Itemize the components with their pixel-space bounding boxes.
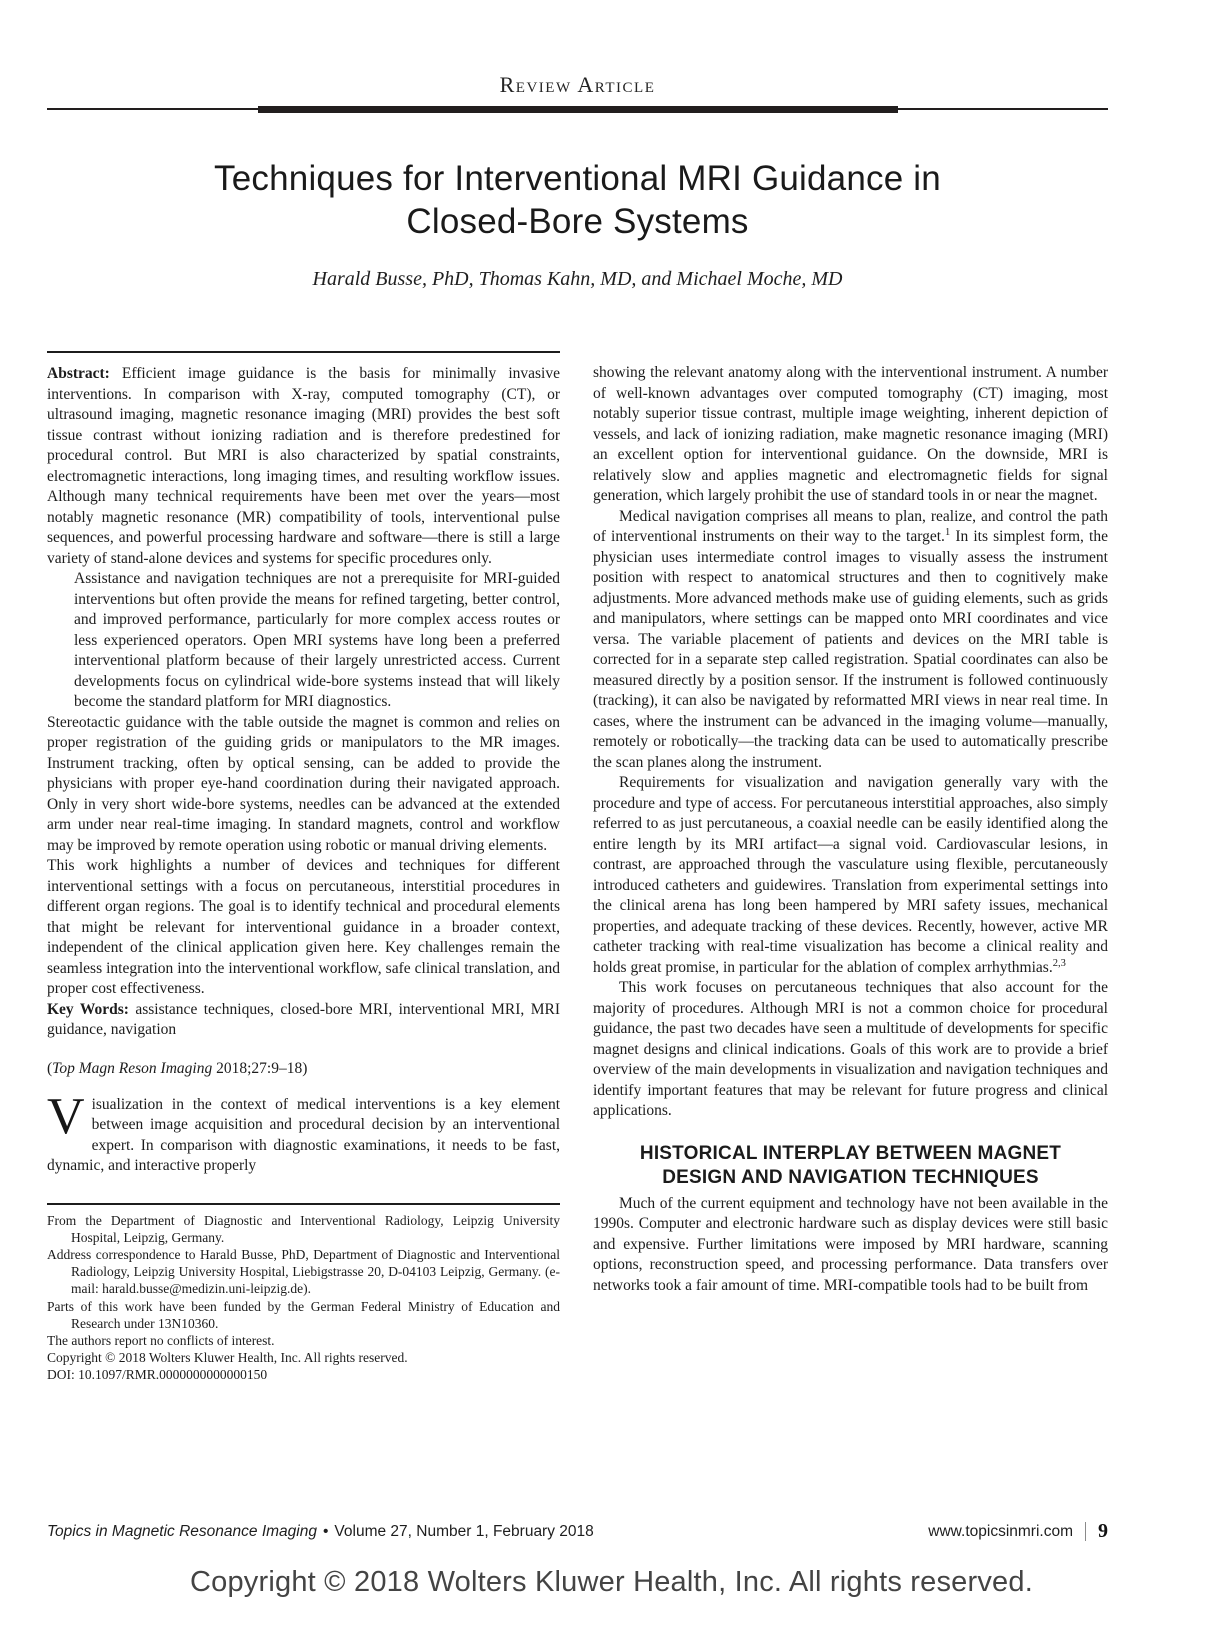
footer-issue-info: Volume 27, Number 1, February 2018	[334, 1522, 594, 1540]
citation-volume-pages: 2018;27:9–18)	[212, 1059, 308, 1077]
copyright-watermark: Copyright © 2018 Wolters Kluwer Health, Inc. All rights reserved.	[190, 1566, 1033, 1598]
work-highlights-paragraph: This work highlights a number of devices and techniques for different interventional settings with a focus on percutaneous, interstitial procedures in different organ regions. The goal is to identify technical and procedural elements that might be relevant for interventional guidance in a broader context, independent of the clinical application given here. Key challenges remain the seamless integration into the interventional workflow, safe clinical translation, and proper cost effectiveness.	[47, 857, 560, 997]
historical-paragraph: Much of the current equipment and technology have not been available in the 1990s. Computer and electronic hardware such as display devices were still basic and expensive. Further limitations were imposed by MRI hardware, scanning options, reconstruction speed, and processing performance. Data transfers over networks took a fair amount of time. MRI-compatible tools had to be built from	[593, 1194, 1108, 1294]
abstract-paragraph	[47, 364, 560, 569]
continuation-paragraph: showing the relevant anatomy along with the interventional instrument. A number of well-known advantages over computed tomography (CT) imaging, most notably superior tissue contrast, multiple image weighting, inherent depiction of vessels, and lack of ionizing radiation, make magnetic resonance imaging (MRI) an excellent option for interventional guidance. On the downside, MRI is relatively slow and applies magnetic and electromagnetic fields for signal generation, which largely prohibit the use of standard tools in or near the magnet.	[593, 364, 1108, 504]
abstract-highlight-paragraph: Assistance and navigation techniques are not a prerequisite for MRI-guided interventions but often provide the means for refined targeting, better control, and improved performance, particularly for more complex access routes or less experienced operators. Open MRI systems have long been a preferred interventional platform because of their largely unrestricted access. Current developments focus on cylindrical wide-bore systems instead that will likely become the standard platform for MRI diagnostics.	[74, 570, 560, 710]
requirements-paragraph	[593, 773, 1108, 978]
footnote-conflicts: The authors report no conflicts of interest.	[47, 1332, 275, 1348]
page-footer	[47, 1520, 1108, 1543]
footer-journal-name: Topics in Magnetic Resonance Imaging	[47, 1522, 317, 1540]
page-number: 9	[1098, 1520, 1108, 1542]
paper-title	[47, 157, 1108, 243]
footnote-copyright: Copyright © 2018 Wolters Kluwer Health, Inc. All rights reserved.	[47, 1350, 408, 1366]
article-type-label: Review Article	[499, 72, 656, 97]
medical-navigation-text-a: Medical navigation comprises all means to plan, realize, and control the path of interventional instruments on their way to the target.	[593, 507, 1108, 545]
abstract-label: Abstract:	[47, 365, 110, 382]
drop-cap: V	[47, 1087, 85, 1145]
page-content	[47, 0, 1108, 1384]
keywords-paragraph	[47, 1000, 560, 1041]
focus-paragraph: This work focuses on percutaneous techniques that also account for the majority of procedures. Although MRI is not a common choice for procedural guidance, the past two decades have seen a multitude of developments for specific magnet designs and clinical indications. Goals of this work are to provide a brief overview of the main developments in visualization and navigation techniques and identify important features that may be relevant for future progress and clinical applications.	[593, 979, 1108, 1119]
footer-journal-url: www.topicsinmri.com	[928, 1522, 1073, 1540]
keywords-label: Key Words:	[47, 1000, 129, 1018]
intro-paragraph	[47, 1087, 560, 1177]
intro-text: isualization in the context of medical interventions is a key element between image acquisition and procedural decision by an interventional expert. In comparison with diagnostic examinations, it needs to be fast, dynamic, and interactive properly	[47, 1095, 560, 1174]
footnote-doi: DOI: 10.1097/RMR.0000000000000150	[47, 1367, 268, 1383]
citation-open-paren: (	[47, 1059, 53, 1077]
header-rule	[47, 106, 1108, 113]
footer-divider	[1085, 1522, 1086, 1541]
abstract-top-rule	[47, 351, 560, 353]
section-heading-line1: HISTORICAL INTERPLAY BETWEEN MAGNET	[639, 1142, 1062, 1164]
paper-title-line1: Techniques for Interventional MRI Guidance in	[214, 159, 941, 198]
citation-line	[47, 1059, 560, 1080]
section-heading	[593, 1142, 1108, 1190]
footer-journal-info	[47, 1523, 594, 1541]
two-column-body	[47, 351, 1108, 1384]
requirements-text: Requirements for visualization and navigation generally vary with the procedure and type of access. For percutaneous interstitial approaches, also simply referred to as just percutaneous, a coaxial needle can be easily identified along the entire length by its MRI artifact—a signal void. Cardiovascular lesions, in contrast, are approached through the vasculature using flexible, percutaneously introduced catheters and guidewires. Translation from experimental settings into the clinical arena has long been hampered by MRI safety issues, mechanical properties, and adequate tracking of these devices. Recently, however, active MR catheter tracking with real-time visualization has become a clinical reality and holds great promise, in particular for the ablation of complex arrhythmias.	[593, 774, 1108, 976]
section-heading-line2: DESIGN AND NAVIGATION TECHNIQUES	[662, 1166, 1039, 1188]
abstract-text: Efficient image guidance is the basis for minimally invasive interventions. In comparison with X-ray, computed tomography (CT), or ultrasound imaging, magnetic resonance imaging (MRI) provides the best soft tissue contrast without ionizing radiation and is therefore predestined for procedural control. But MRI is also characterized by spatial constraints, electromagnetic interactions, long imaging times, and resulting workflow issues. Although many technical requirements have been met over the years—most notably magnetic resonance (MR) compatibility of tools, interventional pulse sequences, and powerful processing hardware and software—there is still a large variety of stand-alone devices and systems for specific procedures only.	[47, 365, 560, 567]
reference-superscript-2-3: 2,3	[1052, 957, 1066, 969]
footnote-affiliation: From the Department of Diagnostic and Interventional Radiology, Leipzig University Hospital, Leipzig, Germany.	[47, 1212, 560, 1245]
header-rule-thick-bar	[258, 106, 898, 113]
authors-line: Harald Busse, PhD, Thomas Kahn, MD, and Michael Moche, MD	[312, 268, 843, 290]
stereotactic-paragraph: Stereotactic guidance with the table outside the magnet is common and relies on proper registration of the guiding grids or manipulators to the MR images. Instrument tracking, often by optical sensing, can be added to provide the physicians with proper eye-hand coordination during their navigated approach. Only in very short wide-bore systems, needles can be advanced at the extended arm under near real-time imaging. In standard magnets, control and workflow may be improved by remote operation using robotic or manual driving elements.	[47, 713, 560, 854]
footnote-correspondence: Address correspondence to Harald Busse, PhD, Department of Diagnostic and Interventional Radiology, Leipzig University Hospital, Liebigstrasse 20, D-04103 Leipzig, Germany. (e-mail: harald.busse@medizin.uni-leipzig.de).	[47, 1246, 560, 1297]
footer-bullet-separator: •	[322, 1522, 329, 1540]
footnote-block	[47, 1203, 560, 1384]
citation-journal-name: Top Magn Reson Imaging	[52, 1059, 213, 1077]
medical-navigation-paragraph	[593, 507, 1108, 774]
keywords-text: assistance techniques, closed-bore MRI, interventional MRI, MRI guidance, navigation	[47, 1000, 560, 1038]
medical-navigation-text-b: In its simplest form, the physician uses intermediate control images to visually assess the instrument position with respect to anatomical structures and then to cognitively make adjustments. More advanced methods make use of guiding elements, such as grids and manipulators, where settings can be mapped onto MRI coordinates and vice versa. The variable placement of patients and devices on the MRI table is corrected for in a separate step called registration. Spatial coordinates can also be measured directly by a position sensor. If the instrument is followed continuously (tracking), it can also be navigated by reformatted MRI views in near real time. In cases, where the instrument can be advanced in the imaging volume—manually, remotely or robotically—the tracking data can be used to automatically prescribe the scan planes along the instrument.	[593, 528, 1108, 771]
left-column	[47, 351, 560, 1384]
footer-page-info	[928, 1520, 1108, 1543]
paper-title-line2: Closed-Bore Systems	[406, 202, 749, 241]
reference-superscript-1: 1	[944, 527, 951, 538]
right-column	[593, 351, 1108, 1384]
footnote-funding: Parts of this work have been funded by the German Federal Ministry of Education and Research under 13N10360.	[47, 1298, 560, 1331]
